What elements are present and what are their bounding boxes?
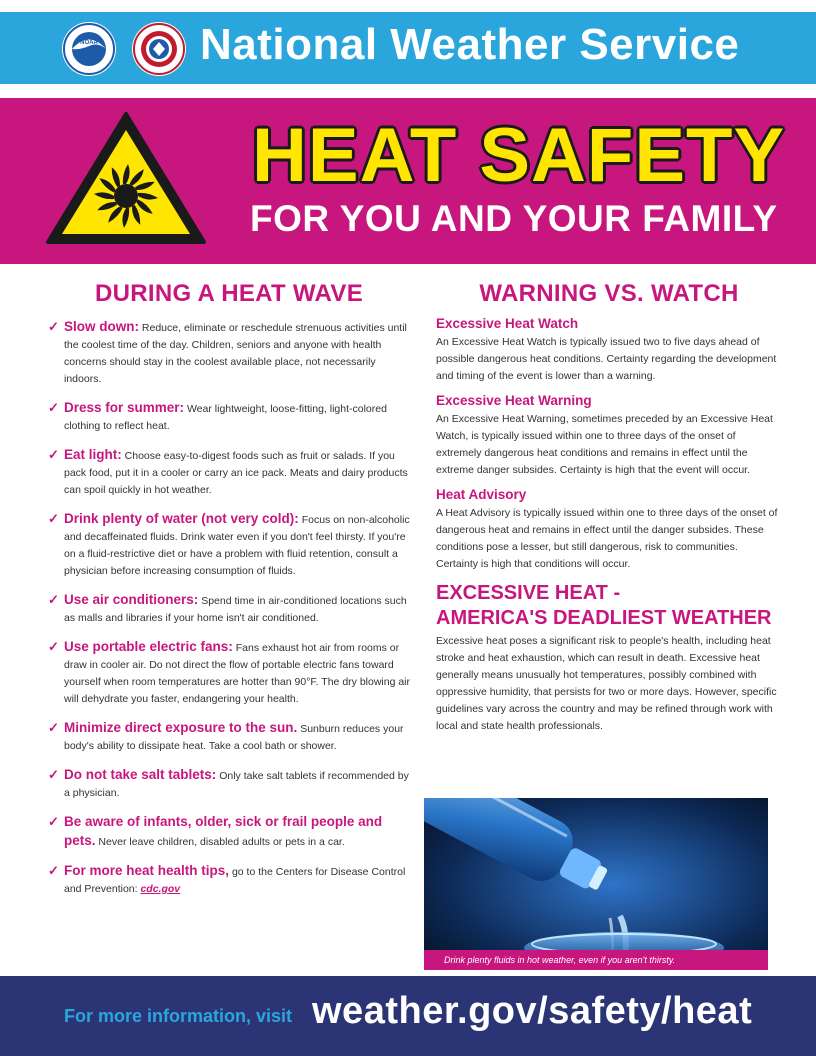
noaa-logo-text: NOAA [80,40,98,46]
nws-logo [132,22,186,76]
tip-title: Use air conditioners: [64,592,199,607]
tip-title: Do not take salt tablets: [64,767,217,782]
tip-text: Focus on non-alcoholic and decaffeinated fluids. Drink water even if you don't feel thirsty. If you're on a fluid-restrictive diet or have a problem with fluid retention, consult a physician before increasing consumption of fluids. [64,514,410,577]
tip-title: Slow down: [64,319,139,334]
warning-vs-watch-heading: WARNING VS. WATCH [479,280,739,307]
tip-title: Eat light: [64,447,122,462]
list-item [48,510,410,580]
footer-url-link[interactable]: weather.gov/safety/heat [312,990,753,1032]
list-item [48,638,410,708]
list-item [48,766,410,802]
list-item [48,318,410,388]
photo-caption: Drink plenty fluids in hot weather, even if you aren't thirsty. [424,950,768,970]
during-heat-wave-heading: DURING A HEAT WAVE [94,280,364,307]
checkmark-icon: ✓ [48,639,59,654]
tip-text: Only take salt tablets if recommended by a physician. [64,770,409,799]
list-item [48,399,410,435]
tips-list [48,318,410,898]
tip-title: Use portable electric fans: [64,639,233,654]
checkmark-icon: ✓ [48,720,59,735]
checkmark-icon: ✓ [48,319,59,334]
tip-text: Choose easy-to-digest foods such as fruit or salads. If you pack food, put it in a cooler or carry an ice pack. Meats and dairy products can spoil quickly in hot weather. [64,450,408,496]
tip-text: Reduce, eliminate or reschedule strenuous activities until the coolest time of the day. Children, seniors and anyone with health concerns should stay in the coolest available place, not necessarily indoors. [64,322,407,385]
checkmark-icon: ✓ [48,447,59,462]
during-heat-wave-section [48,280,410,909]
list-item [48,719,410,755]
list-item [48,813,410,851]
nws-title: National Weather Service [200,20,740,69]
tip-text: Fans exhaust hot air from rooms or draw in cooler air. Do not direct the flow of portable electric fans toward yourself when room temperatures are hotter than 90°F. The dry blowing air will dehydrate you faster, endangering your health. [64,642,411,705]
tip-title: Dress for summer: [64,400,185,415]
list-item [48,591,410,627]
footer-info-text: For more information, visit [64,1006,293,1026]
checkmark-icon: ✓ [48,814,59,829]
tip-title: Minimize direct exposure to the sun. [64,720,298,735]
deadliest-weather-heading [436,581,782,631]
tip-title: Drink plenty of water (not very cold): [64,511,299,526]
heat-advisory-title: Heat Advisory [436,487,527,502]
deadliest-weather-text: Excessive heat poses a significant risk to people's health, including heat stroke and heat exhaustion, which can result in death. Excessive heat generally means unusually hot temperatures, possibly combined with oppressive humidity, that persists for two or more days. However, specific guidelines vary across the country and may be refined through work with local and state health professionals. [436,635,777,732]
heat-advisory-text: A Heat Advisory is typically issued within one to three days of the onset of dangerous heat and remains in effect until the danger subsides. These conditions pose a lesser, but still dangerous, risk to communities. Certainty is high that conditions will occur. [436,507,778,570]
checkmark-icon: ✓ [48,592,59,607]
excessive-heat-watch-title: Excessive Heat Watch [436,316,579,331]
tip-text: Sunburn reduces your body's ability to dissipate heat. Take a cool bath or shower. [64,723,404,752]
water-pouring-photo [424,798,768,970]
tip-text: Wear lightweight, loose-fitting, light-colored clothing to reflect heat. [64,403,387,432]
excessive-heat-warning-text: An Excessive Heat Warning, sometimes preceded by an Excessive Heat Watch, is typically issued within one to three days of the onset of extremely dangerous heat conditions and remains in effect until the extreme danger subsides. Certainty is high that the event will occur. [436,413,773,476]
list-item [48,862,410,898]
tip-text: go to the Centers for Disease Control and Prevention: [64,866,406,895]
excessive-heat-watch-text: An Excessive Heat Watch is typically issued two to five days ahead of possible dangerous heat conditions. Certainty regarding the development and timing of the event is lower than a warning. [436,336,777,382]
list-item [48,446,410,499]
deadliest-heading-line-1: EXCESSIVE HEAT - [436,582,621,604]
tip-text: Never leave children, disabled adults or pets in a car. [95,836,345,848]
tip-text: Spend time in air-conditioned locations such as malls and libraries if your home isn't air conditioned. [64,595,407,624]
tip-title: For more heat health tips, [64,863,230,878]
heat-safety-title: HEAT SAFETY [252,113,786,198]
checkmark-icon: ✓ [48,863,59,878]
checkmark-icon: ✓ [48,511,59,526]
cdc-link[interactable]: cdc.gov [140,883,181,895]
excessive-heat-warning-title: Excessive Heat Warning [436,393,592,408]
checkmark-icon: ✓ [48,767,59,782]
heat-safety-subtitle: FOR YOU AND YOUR FAMILY [250,198,778,239]
deadliest-heading-line-2: AMERICA'S DEADLIEST WEATHER [436,607,772,629]
checkmark-icon: ✓ [48,400,59,415]
heat-hazard-icon [44,108,208,248]
tip-title: Be aware of infants, older, sick or frail people and pets. [64,814,383,848]
noaa-logo [62,22,116,76]
warning-vs-watch-section [436,280,782,735]
